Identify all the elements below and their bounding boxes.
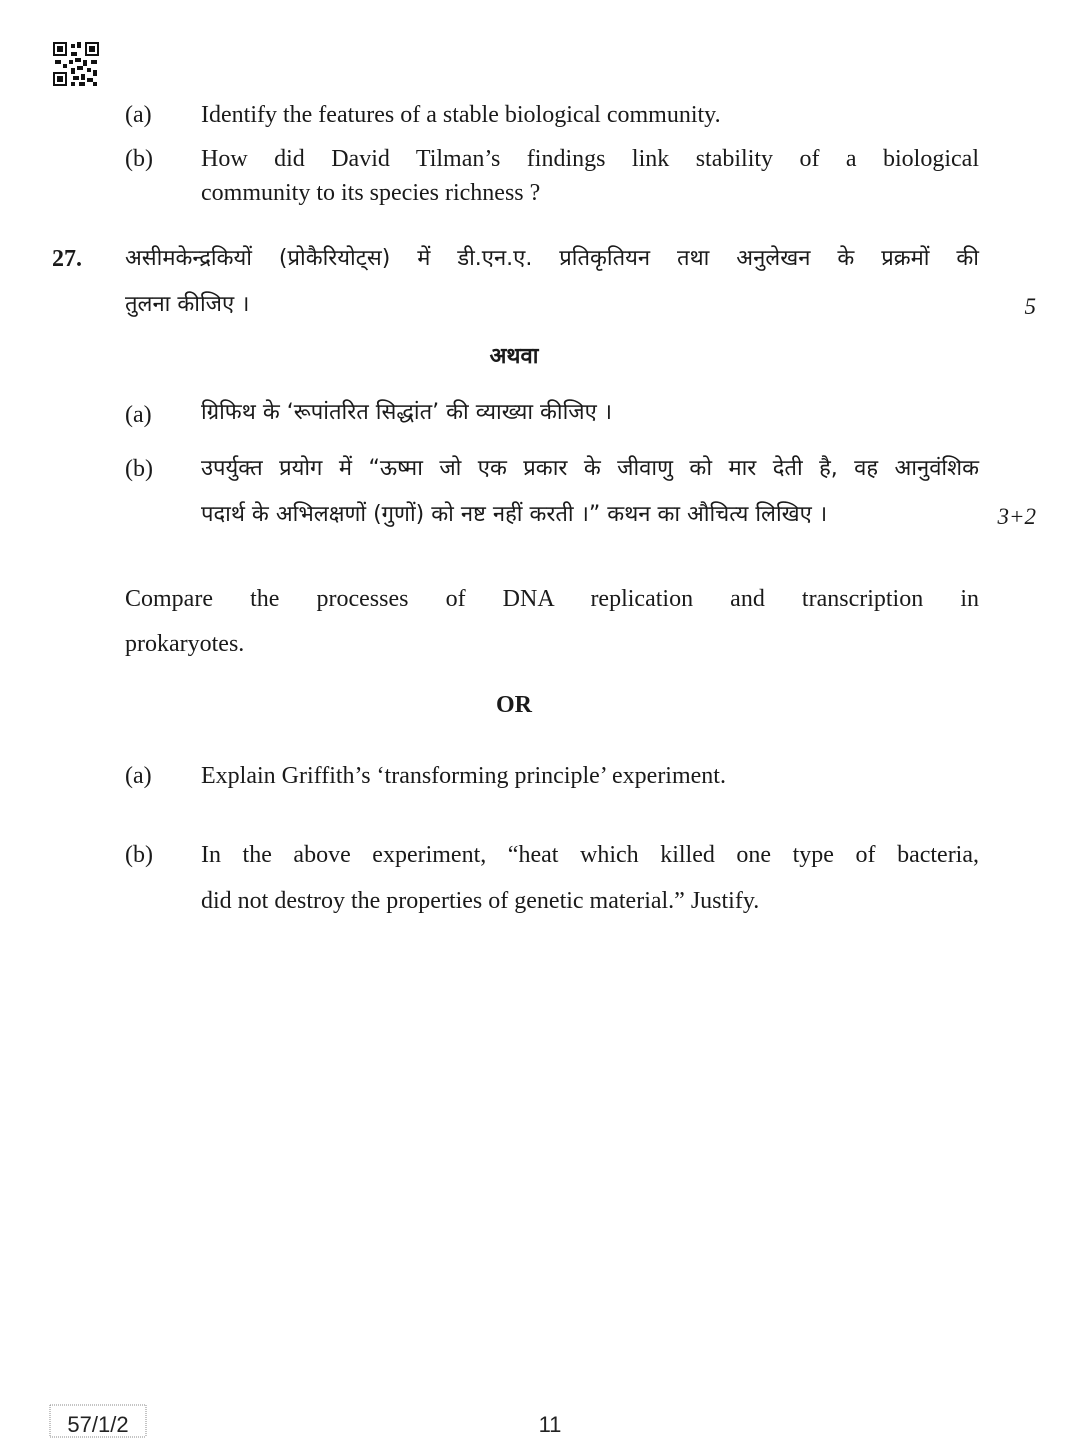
q26-part-b-line2: community to its species richness ? [201,180,541,206]
q26-part-a-text: Identify the features of a stable biological community. [201,102,721,128]
q27-hindi-a-label: (a) [125,402,152,428]
page-number: 11 [538,1412,562,1437]
q27-marks: 5 [1024,294,1036,319]
q27-english-b-label: (b) [125,842,153,868]
q27-hindi-b-line2: पदार्थ के अभिलक्षणों (गुणों) को नष्ट नहीं करती ।” कथन का औचित्य लिखिए । [201,502,828,527]
paper-code: 57/1/2 [67,1412,129,1437]
q27-or-marks: 3+2 [997,504,1036,529]
q27-english-a-text: Explain Griffith’s ‘transforming principle’ experiment. [201,763,726,789]
q26-part-b-label: (b) [125,146,153,172]
hindi-or-heading: अथवा [489,344,539,369]
q27-english-b-line1: In the above experiment, “heat which killed one type of bacteria, [201,842,979,868]
q26-part-b-line1: How did David Tilman’s findings link stability of a biological [201,146,979,172]
q27-hindi-line2: तुलना कीजिए । [125,292,250,317]
q27-hindi-b-line1: उपर्युक्त प्रयोग में “ऊष्मा जो एक प्रकार के जीवाणु को मार देती है, वह आनुवंशिक [201,456,979,481]
q27-hindi-a-text: ग्रिफिथ के ‘रूपांतरित सिद्धांत’ की व्याख्या कीजिए । [201,400,613,425]
q27-english-line2: prokaryotes. [125,631,245,657]
q27-hindi-b-label: (b) [125,456,153,482]
q27-english-line1: Compare the processes of DNA replication and transcription in [125,586,979,612]
q27-hindi-line1: असीमकेन्द्रकियों (प्रोकैरियोट्स) में डी.एन.ए. प्रतिकृतियन तथा अनुलेखन के प्रक्रमों की [125,246,979,271]
qr-code-icon [53,42,99,86]
q26-part-a-label: (a) [125,102,152,128]
english-or-heading: OR [496,692,532,718]
question-number: 27. [52,246,82,272]
q27-english-a-label: (a) [125,763,152,789]
q27-english-b-line2: did not destroy the properties of genetic material.” Justify. [201,888,760,914]
